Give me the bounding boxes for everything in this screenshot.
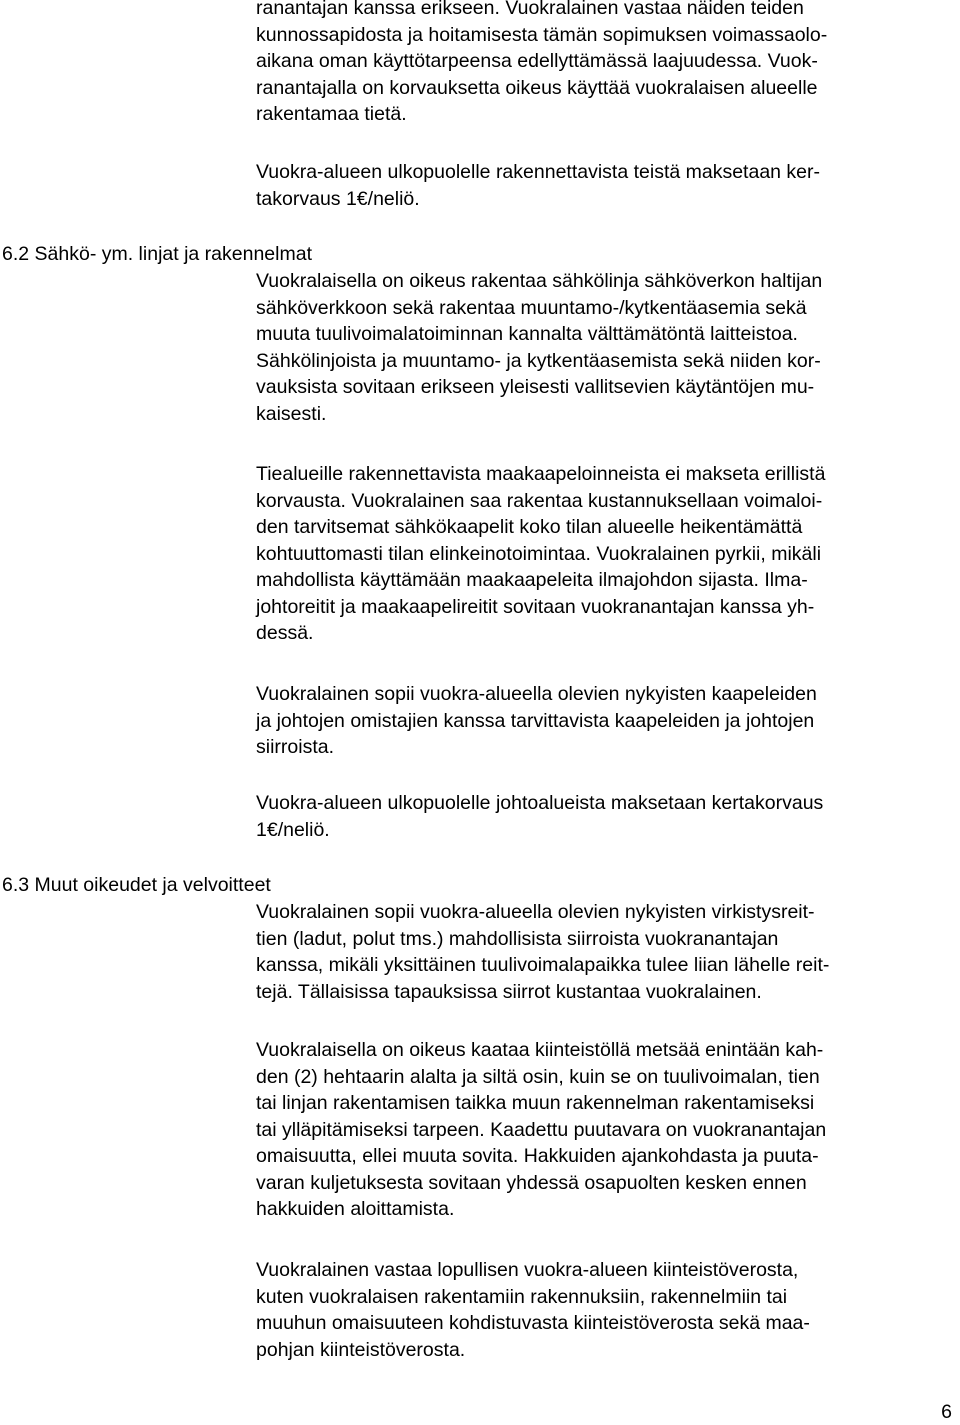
text-line: tejä. Tällaisissa tapauksissa siirrot kustantaa vuokralainen.: [256, 980, 762, 1003]
text-line: siirroista.: [256, 736, 335, 758]
text-line: muuta tuulivoimalatoiminnan kannalta välttämätöntä laitteistoa.: [256, 323, 798, 345]
text-line: Vuokralaisella on oikeus rakentaa sähkölinja sähköverkon haltijan: [256, 270, 823, 292]
section-6-3-body-3: [256, 1257, 956, 1363]
section-6-2-paragraph-3: [256, 681, 956, 761]
text-line: takorvaus 1€/neliö.: [256, 187, 420, 210]
text-line: 1€/neliö.: [256, 818, 330, 841]
text-line: Vuokra-alueen ulkopuolelle johtoalueista maksetaan kertakorvaus: [256, 792, 824, 814]
section-6-2-body-3: [256, 681, 956, 761]
section-6-3-body: [256, 899, 956, 1005]
text-line: kunnossapidosta ja hoitamisesta tämän sopimuksen voimassaolo-: [256, 23, 828, 46]
text-line: Vuokra-alueen ulkopuolelle rakennettavista teistä maksetaan ker-: [256, 161, 821, 183]
page-number: 6: [941, 1400, 952, 1423]
intro-paragraph-2: [256, 159, 956, 212]
text-line: omaisuutta, ellei muuta sovita. Hakkuiden ajankohdasta ja puuta-: [256, 1145, 819, 1167]
text-line: sähköverkkoon sekä rakentaa muuntamo-/kytkentäasemia sekä: [256, 296, 807, 319]
section-6-2-body: [256, 268, 956, 427]
text-line: ranantajan kanssa erikseen. Vuokralainen vastaa näiden teiden: [256, 0, 804, 19]
text-line: Vuokralainen sopii vuokra-alueella olevien nykyisten virkistysreit-: [256, 901, 815, 923]
section-6-3-body-2: [256, 1037, 956, 1223]
section-6-2-body-2: [256, 461, 956, 647]
text-line: kuten vuokralaisen rakentamiin rakennuksiin, rakennelmiin tai: [256, 1285, 788, 1308]
text-line: kaisesti.: [256, 402, 327, 425]
text-line: ranantajalla on korvauksetta oikeus käyttää vuokralaisen alueelle: [256, 76, 818, 99]
section-6-3-paragraph-2: [256, 1037, 956, 1223]
section-6-3-heading: 6.3 Muut oikeudet ja velvoitteet: [2, 874, 271, 896]
text-line: varan kuljetuksesta sovitaan yhdessä osapuolten kesken ennen: [256, 1171, 807, 1194]
text-line: vauksista sovitaan erikseen yleisesti vallitsevien käytäntöjen mu-: [256, 376, 815, 398]
text-line: tai linjan rakentamisen taikka muun rakennelman rakentamiseksi: [256, 1092, 815, 1114]
section-6-2-paragraph-1: [256, 268, 956, 427]
text-line: Vuokralainen sopii vuokra-alueella olevien nykyisten kaapeleiden: [256, 683, 817, 705]
text-line: tai ylläpitämiseksi tarpeen. Kaadettu puutavara on vuokranantajan: [256, 1118, 827, 1141]
text-line: ja johtojen omistajien kanssa tarvittavista kaapeleiden ja johtojen: [256, 709, 815, 732]
text-line: Sähkölinjoista ja muuntamo- ja kytkentäasemista sekä niiden kor-: [256, 349, 821, 372]
text-line: pohjan kiinteistöverosta.: [256, 1338, 466, 1361]
text-line: dessä.: [256, 622, 314, 644]
text-line: tien (ladut, polut tms.) mahdollisista siirroista vuokranantajan: [256, 927, 779, 950]
section-6-2-heading: 6.2 Sähkö- ym. linjat ja rakennelmat: [2, 243, 312, 265]
text-line: den tarvitsemat sähkökaapelit koko tilan alueelle heikentämättä: [256, 516, 803, 538]
intro-section: [256, 0, 956, 128]
text-line: johtoreitit ja maakaapelireitit sovitaan vuokranantajan kanssa yh-: [256, 595, 815, 618]
text-line: mahdollista käyttämään maakaapeleita ilmajohdon sijasta. Ilma-: [256, 569, 808, 591]
text-line: Vuokralainen vastaa lopullisen vuokra-alueen kiinteistöverosta,: [256, 1259, 799, 1281]
intro-section-2: [256, 159, 956, 212]
text-line: muuhun omaisuuteen kohdistuvasta kiinteistöverosta sekä maa-: [256, 1312, 810, 1334]
text-line: kanssa, mikäli yksittäinen tuulivoimalapaikka tulee liian lähelle reit-: [256, 954, 830, 976]
text-line: den (2) hehtaarin alalta ja siltä osin, kuin se on tuulivoimalan, tien: [256, 1065, 820, 1088]
section-6-2-paragraph-2: [256, 461, 956, 647]
text-line: kohtuuttomasti tilan elinkeinotoimintaa. Vuokralainen pyrkii, mikäli: [256, 542, 822, 565]
text-line: Tiealueille rakennettavista maakaapeloinneista ei makseta erillistä: [256, 463, 826, 485]
section-6-2-body-4: [256, 790, 956, 843]
text-line: korvausta. Vuokralainen saa rakentaa kustannuksellaan voimaloi-: [256, 489, 823, 512]
section-6-3-paragraph-3: [256, 1257, 956, 1363]
text-line: rakentamaa tietä.: [256, 103, 407, 125]
text-line: aikana oman käyttötarpeensa edellyttämässä laajuudessa. Vuok-: [256, 50, 818, 72]
text-line: hakkuiden aloittamista.: [256, 1198, 455, 1220]
section-6-3-paragraph-1: [256, 899, 956, 1005]
section-6-2-paragraph-4: [256, 790, 956, 843]
intro-paragraph-1: [256, 0, 956, 128]
text-line: Vuokralaisella on oikeus kaataa kiinteistöllä metsää enintään kah-: [256, 1039, 824, 1061]
